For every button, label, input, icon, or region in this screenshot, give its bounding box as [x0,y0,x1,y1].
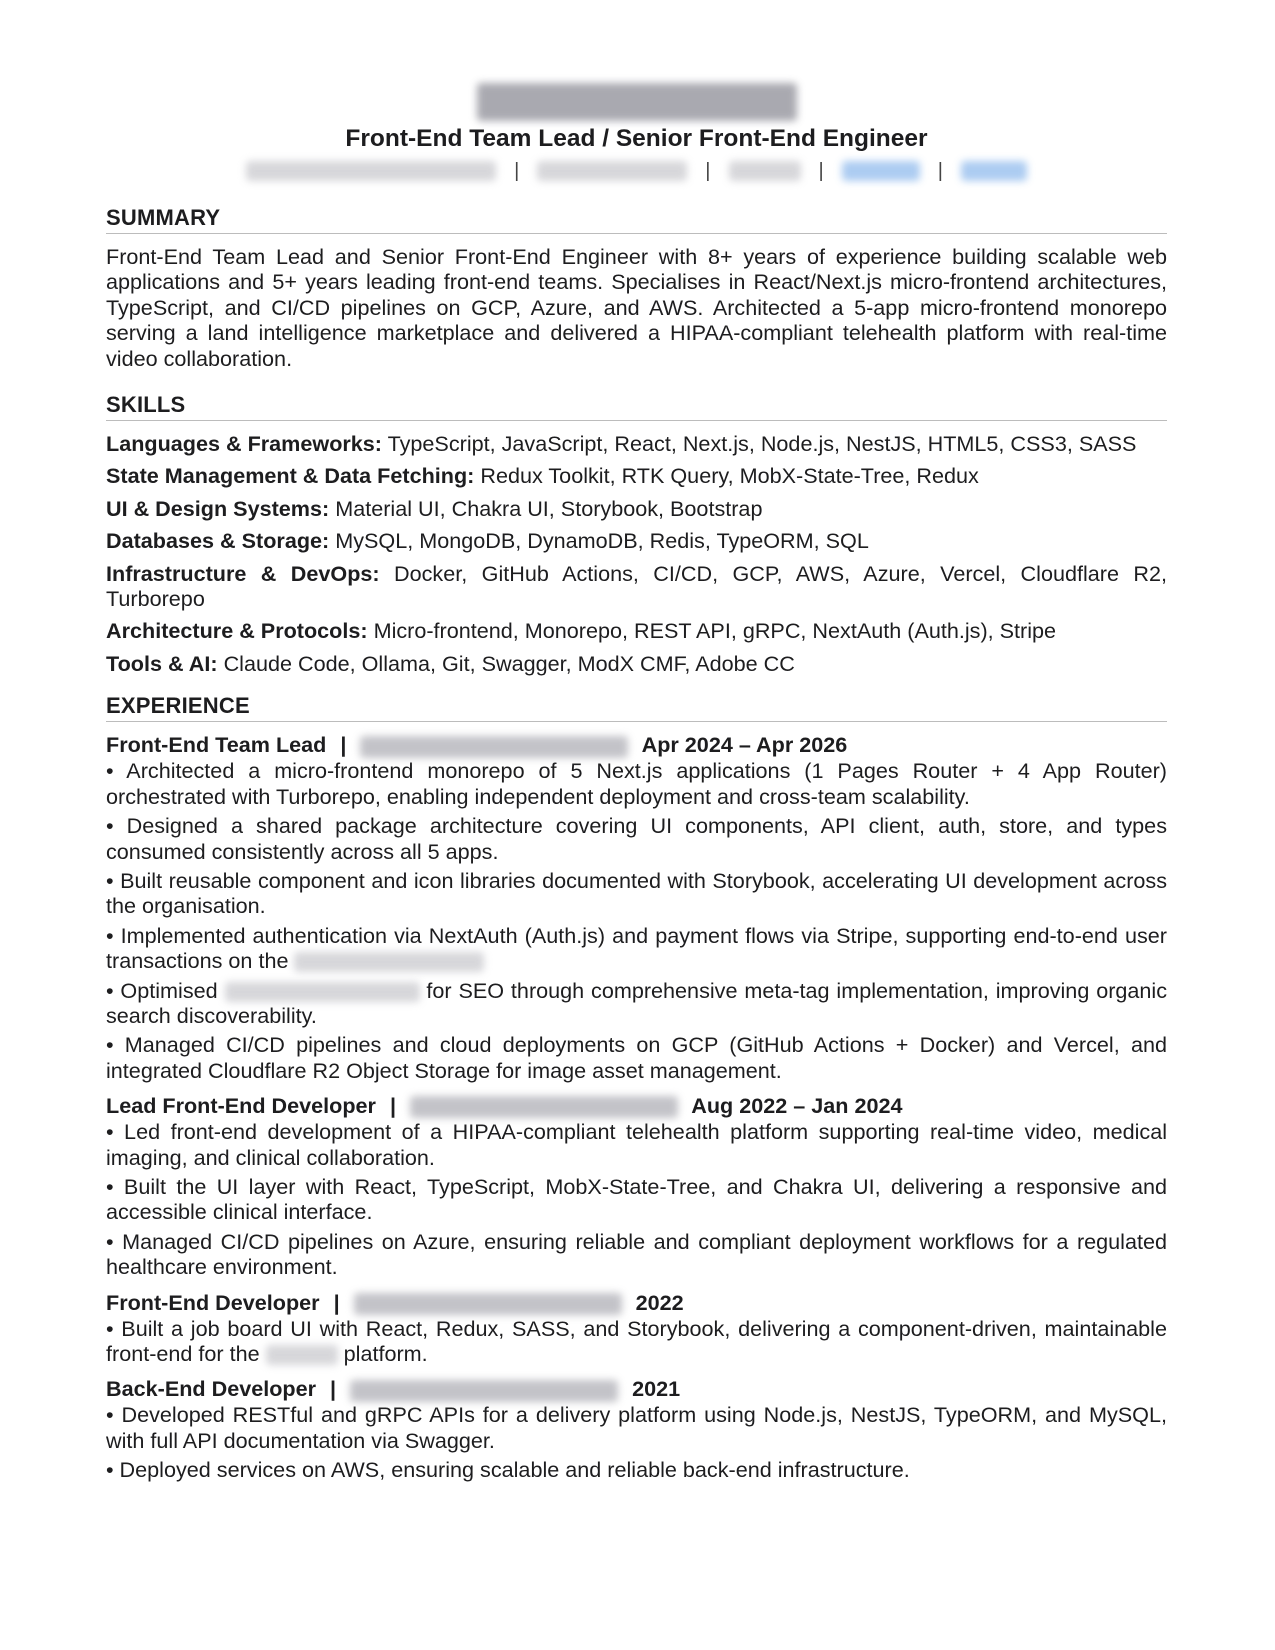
job-dates: 2022 [635,1289,684,1315]
job-dates: 2021 [632,1376,681,1402]
job-bullet: • Deployed services on AWS, ensuring scalable and reliable back-end infrastructure. [106,1457,910,1483]
job-bullet [106,1316,1167,1367]
job-entry [106,1376,1167,1482]
job-entry [106,732,1167,1083]
skill-row [106,561,1167,612]
bullet-text: • Built a job board UI with React, Redux, SASS, and Storybook, delivering a component-driven, maintainable front-end for the [106,1315,1167,1366]
skill-label: Tools & AI: [106,650,218,676]
bullet-text: for SEO through comprehensive meta-tag implementation, improving organic search discoverability. [106,977,1168,1028]
job-separator: | [340,732,347,758]
job-role: Front-End Team Lead [106,732,327,758]
phone-redacted [537,161,687,181]
experience-section [106,692,1167,1482]
job-entry [106,1290,1167,1367]
job-separator: | [330,1376,337,1402]
job-dates: Aug 2022 – Jan 2024 [691,1093,903,1119]
project-name-redacted [225,982,420,1002]
job-role: Front-End Developer [106,1289,320,1315]
skill-value: Redux Toolkit, RTK Query, MobX-State-Tree, Redux [480,463,979,489]
skill-value: Docker, GitHub Actions, CI/CD, GCP, AWS, Azure, Vercel, Cloudflare R2, Turborepo [106,560,1167,612]
skill-row [106,651,1167,676]
job-role: Lead Front-End Developer [106,1093,376,1119]
job-bullet: • Built the UI layer with React, TypeScript, MobX-State-Tree, and Chakra UI, delivering a responsive and accessible clinical interface. [106,1173,1167,1225]
job-entry [106,1093,1167,1279]
contact-separator: | [705,159,711,182]
bullet-text: platform. [343,1341,428,1366]
job-header [106,1376,1167,1402]
job-bullet: • Designed a shared package architecture covering UI components, API client, auth, store, and types consumed consistently across all 5 apps. [106,813,1167,864]
skill-label: Languages & Frameworks: [106,431,382,457]
experience-heading: EXPERIENCE [106,692,1167,722]
skill-label: Databases & Storage: [106,528,330,554]
company-redacted [350,1380,618,1402]
job-bullet: • Built reusable component and icon libraries documented with Storybook, accelerating UI development across the organisation. [106,867,1167,919]
skill-value: MySQL, MongoDB, DynamoDB, Redis, TypeORM, SQL [335,528,869,554]
bullet-text: • Optimised [106,977,218,1003]
skill-value: Claude Code, Ollama, Git, Swagger, ModX CMF, Adobe CC [223,650,795,676]
location-redacted [729,161,801,181]
skill-label: State Management & Data Fetching: [106,463,475,489]
job-role: Back-End Developer [106,1376,317,1402]
job-header [106,1290,1167,1316]
job-bullet [106,923,1167,974]
bullet-text: • Implemented authentication via NextAuth (Auth.js) and payment flows via Stripe, supporting end-to-end user transactions on the [106,922,1167,974]
company-redacted [360,736,628,758]
resume-page [106,80,1167,1487]
skill-value: Material UI, Chakra UI, Storybook, Bootstrap [335,495,763,521]
company-redacted [354,1293,622,1315]
skill-label: UI & Design Systems: [106,495,330,521]
contact-separator: | [818,159,824,182]
job-bullet: • Managed CI/CD pipelines and cloud deployments on GCP (GitHub Actions + Docker) and Vercel, and integrated Cloudflare R2 Object Storage for image asset management. [106,1032,1167,1083]
summary-heading: SUMMARY [106,204,1167,234]
job-header [106,732,1167,758]
resume-header [106,80,1167,188]
company-redacted [410,1096,678,1118]
skill-row [106,618,1167,643]
summary-text: Front-End Team Lead and Senior Front-End Engineer with 8+ years of experience building scalable web applications and 5+ years leading front-end teams. Specialises in React/Next.js micro-frontend architectures, TypeScript, and CI/CD pipelines on GCP, Azure, and AWS. Architected a 5-app micro-frontend monorepo serving a land intelligence marketplace and delivered a HIPAA-compliant telehealth platform with real-time video collaboration. [106,244,1167,371]
email-redacted[interactable] [246,161,496,181]
skill-row [106,528,1167,553]
job-bullet: • Architected a micro-frontend monorepo of 5 Next.js applications (1 Pages Router + 4 App Router) orchestrated with Turborepo, enabling independent deployment and cross-team scalability. [106,758,1167,809]
skills-heading: SKILLS [106,391,1167,421]
skill-label: Architecture & Protocols: [106,618,368,644]
skill-row [106,463,1167,488]
name-redacted [477,83,797,121]
job-bullet [106,978,1167,1029]
job-separator: | [333,1289,340,1315]
contact-line [106,154,1167,188]
project-name-redacted [294,952,484,972]
job-dates: Apr 2024 – Apr 2026 [641,732,848,758]
skill-label: Infrastructure & DevOps: [106,560,380,586]
github-link[interactable] [961,161,1027,181]
contact-separator: | [937,159,943,182]
skill-row [106,431,1167,456]
skill-value: TypeScript, JavaScript, React, Next.js, Node.js, NestJS, HTML5, CSS3, SASS [387,431,1137,457]
skills-section [106,391,1167,676]
skill-value: Micro-frontend, Monorepo, REST API, gRPC, NextAuth (Auth.js), Stripe [373,618,1057,644]
job-bullet: • Managed CI/CD pipelines on Azure, ensuring reliable and compliant deployment workflows for a regulated healthcare environment. [106,1228,1167,1280]
linkedin-link[interactable] [842,161,920,181]
summary-section [106,204,1167,371]
contact-separator: | [514,159,520,182]
job-bullet: • Developed RESTful and gRPC APIs for a delivery platform using Node.js, NestJS, TypeORM, and MySQL, with full API documentation via Swagger. [106,1402,1167,1453]
skill-row [106,496,1167,521]
project-name-redacted [266,1345,338,1365]
candidate-name [106,80,1167,124]
job-header [106,1093,1167,1119]
job-title: Front-End Team Lead / Senior Front-End Engineer [345,125,928,152]
job-separator: | [389,1093,397,1119]
job-bullet: • Led front-end development of a HIPAA-compliant telehealth platform supporting real-time video, medical imaging, and clinical collaboration. [106,1119,1167,1170]
